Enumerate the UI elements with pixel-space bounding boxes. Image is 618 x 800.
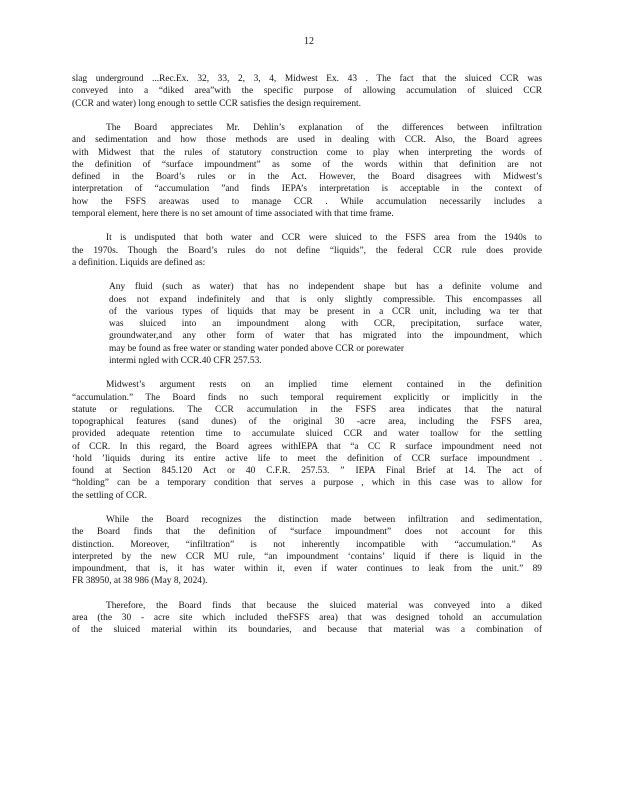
text-line: interpreted by the new CCR MU rule, “an impoundment ‘contains’ liquid if there is liquid in the (72, 551, 542, 562)
text-line: area (the 30 - acre site which included theFSFS area) that was designed tohold an accumulation (72, 613, 542, 623)
text-line: distinction. Moreover, “infiltration” is not inherently incompatible with “accumulation.” As (72, 539, 542, 550)
text-line: provided adequate retention time to accumulate sluiced CCR and water toallow for the settling (72, 429, 542, 440)
text-line: slag underground ...Rec.Ex. 32, 33, 2, 3, 4, Midwest Ex. 43 . The fact that the sluiced CCR was (72, 74, 542, 84)
text-line: intermi ngled with CCR.40 CFR 257.53. (109, 355, 262, 366)
text-line: the definition of “surface impoundment” as some of the words within that definition are not (72, 159, 542, 170)
text-line: a definition. Liquids are defined as: (72, 257, 206, 268)
text-line: temporal element, here there is no set amount of time associated with that time frame. (72, 208, 394, 219)
text-line: The Board appreciates Mr. Dehlin’s explanation of the differences between infiltration (106, 123, 542, 133)
text-line: “holding” can be a temporary condition that serves a purpose , which in this case was to allow for (72, 478, 542, 489)
text-line: FR 38950, at 38 986 (May 8, 2024). (72, 576, 208, 587)
text-line: of CCR. In this regard, the Board agrees withIEPA that “a CC R surface impoundment need not (72, 441, 542, 452)
text-line: groundwater,and any other form of water that has migrated into the impoundment, which (109, 331, 542, 342)
document-body (72, 73, 542, 649)
text-line: conveyed into a “diked area”with the specific purpose of allowing accumulation of sluiced CCR (72, 86, 542, 97)
text-line: the settling of CCR. (72, 490, 147, 501)
text-line: and sedimentation and how those methods are used in dealing with CCR. Also, the Board agrees (72, 135, 542, 146)
text-line: Therefore, the Board finds that because the sluiced material was conveyed into a diked (106, 600, 542, 611)
text-line: with Midwest that the rules of statutory construction come to play when interpreting the words of (72, 147, 542, 158)
text-line: While the Board recognizes the distinction made between infiltration and sedimentation, (106, 515, 542, 525)
paragraph-2 (72, 122, 542, 220)
text-line: ‘hold ’liquids during its entire active life to meet the definition of CCR surface impoundment . (72, 453, 542, 464)
paragraph-5 (72, 514, 542, 588)
text-line: (CCR and water) long enough to settle CCR satisfies the design requirement. (72, 98, 362, 109)
text-line: of the various types of liquids that may be present in a CCR unit, including wa ter that (109, 306, 542, 317)
paragraph-1 (72, 73, 542, 110)
text-line: statute or regulations. The CCR accumulation in the FSFS area indicates that the natural (72, 404, 542, 415)
text-line: the 1970s. Though the Board’s rules do not define “liquids”, the federal CCR rule does provide (72, 245, 542, 256)
block-quote (109, 281, 542, 367)
text-line: interpretation of “accumulation ”and finds IEPA’s interpretation is acceptable in the context of (72, 184, 542, 195)
text-line: does not expand indefinitely and that is only slightly compressible. This encompasses all (109, 294, 542, 305)
text-line: Any fluid (such as water) that has no independent shape but has a definite volume and (109, 282, 542, 293)
text-line: may be found as free water or standing water ponded above CCR or porewater (109, 343, 404, 354)
text-line: Midwest’s argument rests on an implied time element contained in the definition (106, 380, 542, 391)
text-line: It is undisputed that both water and CCR were sluiced to the FSFS area from the 1940s to (106, 233, 542, 244)
paragraph-4 (72, 379, 542, 502)
text-line: was sluiced into an impoundment along with CCR, precipitation, surface water, (109, 319, 542, 329)
text-line: how the FSFS areawas used to manage CCR . While accumulation necessarily includes a (72, 196, 542, 207)
paragraph-6 (72, 600, 542, 637)
page-number: 12 (304, 36, 314, 47)
text-line: “accumulation.” The Board finds no such temporal requirement explicitly or implicitly in the (72, 392, 542, 403)
text-line: of the sluiced material within its boundaries, and because that material was a combination of (72, 625, 542, 636)
text-line: found at Section 845.120 Act or 40 C.F.R. 257.53. ” IEPA Final Brief at 14. The act of (72, 466, 542, 476)
text-line: the Board finds that the definition of “surface impoundment” does not account for this (72, 527, 542, 538)
paragraph-3 (72, 232, 542, 269)
text-line: impoundment, that is, it has water within it, even if water continues to leak from the unit.” 89 (72, 564, 542, 574)
text-line: topographical features (sand dunes) of the original 30 -acre area, including the FSFS area, (72, 417, 542, 427)
text-line: defined in the Board’s rules or in the Act. However, the Board disagrees with Midwest’s (72, 172, 542, 182)
